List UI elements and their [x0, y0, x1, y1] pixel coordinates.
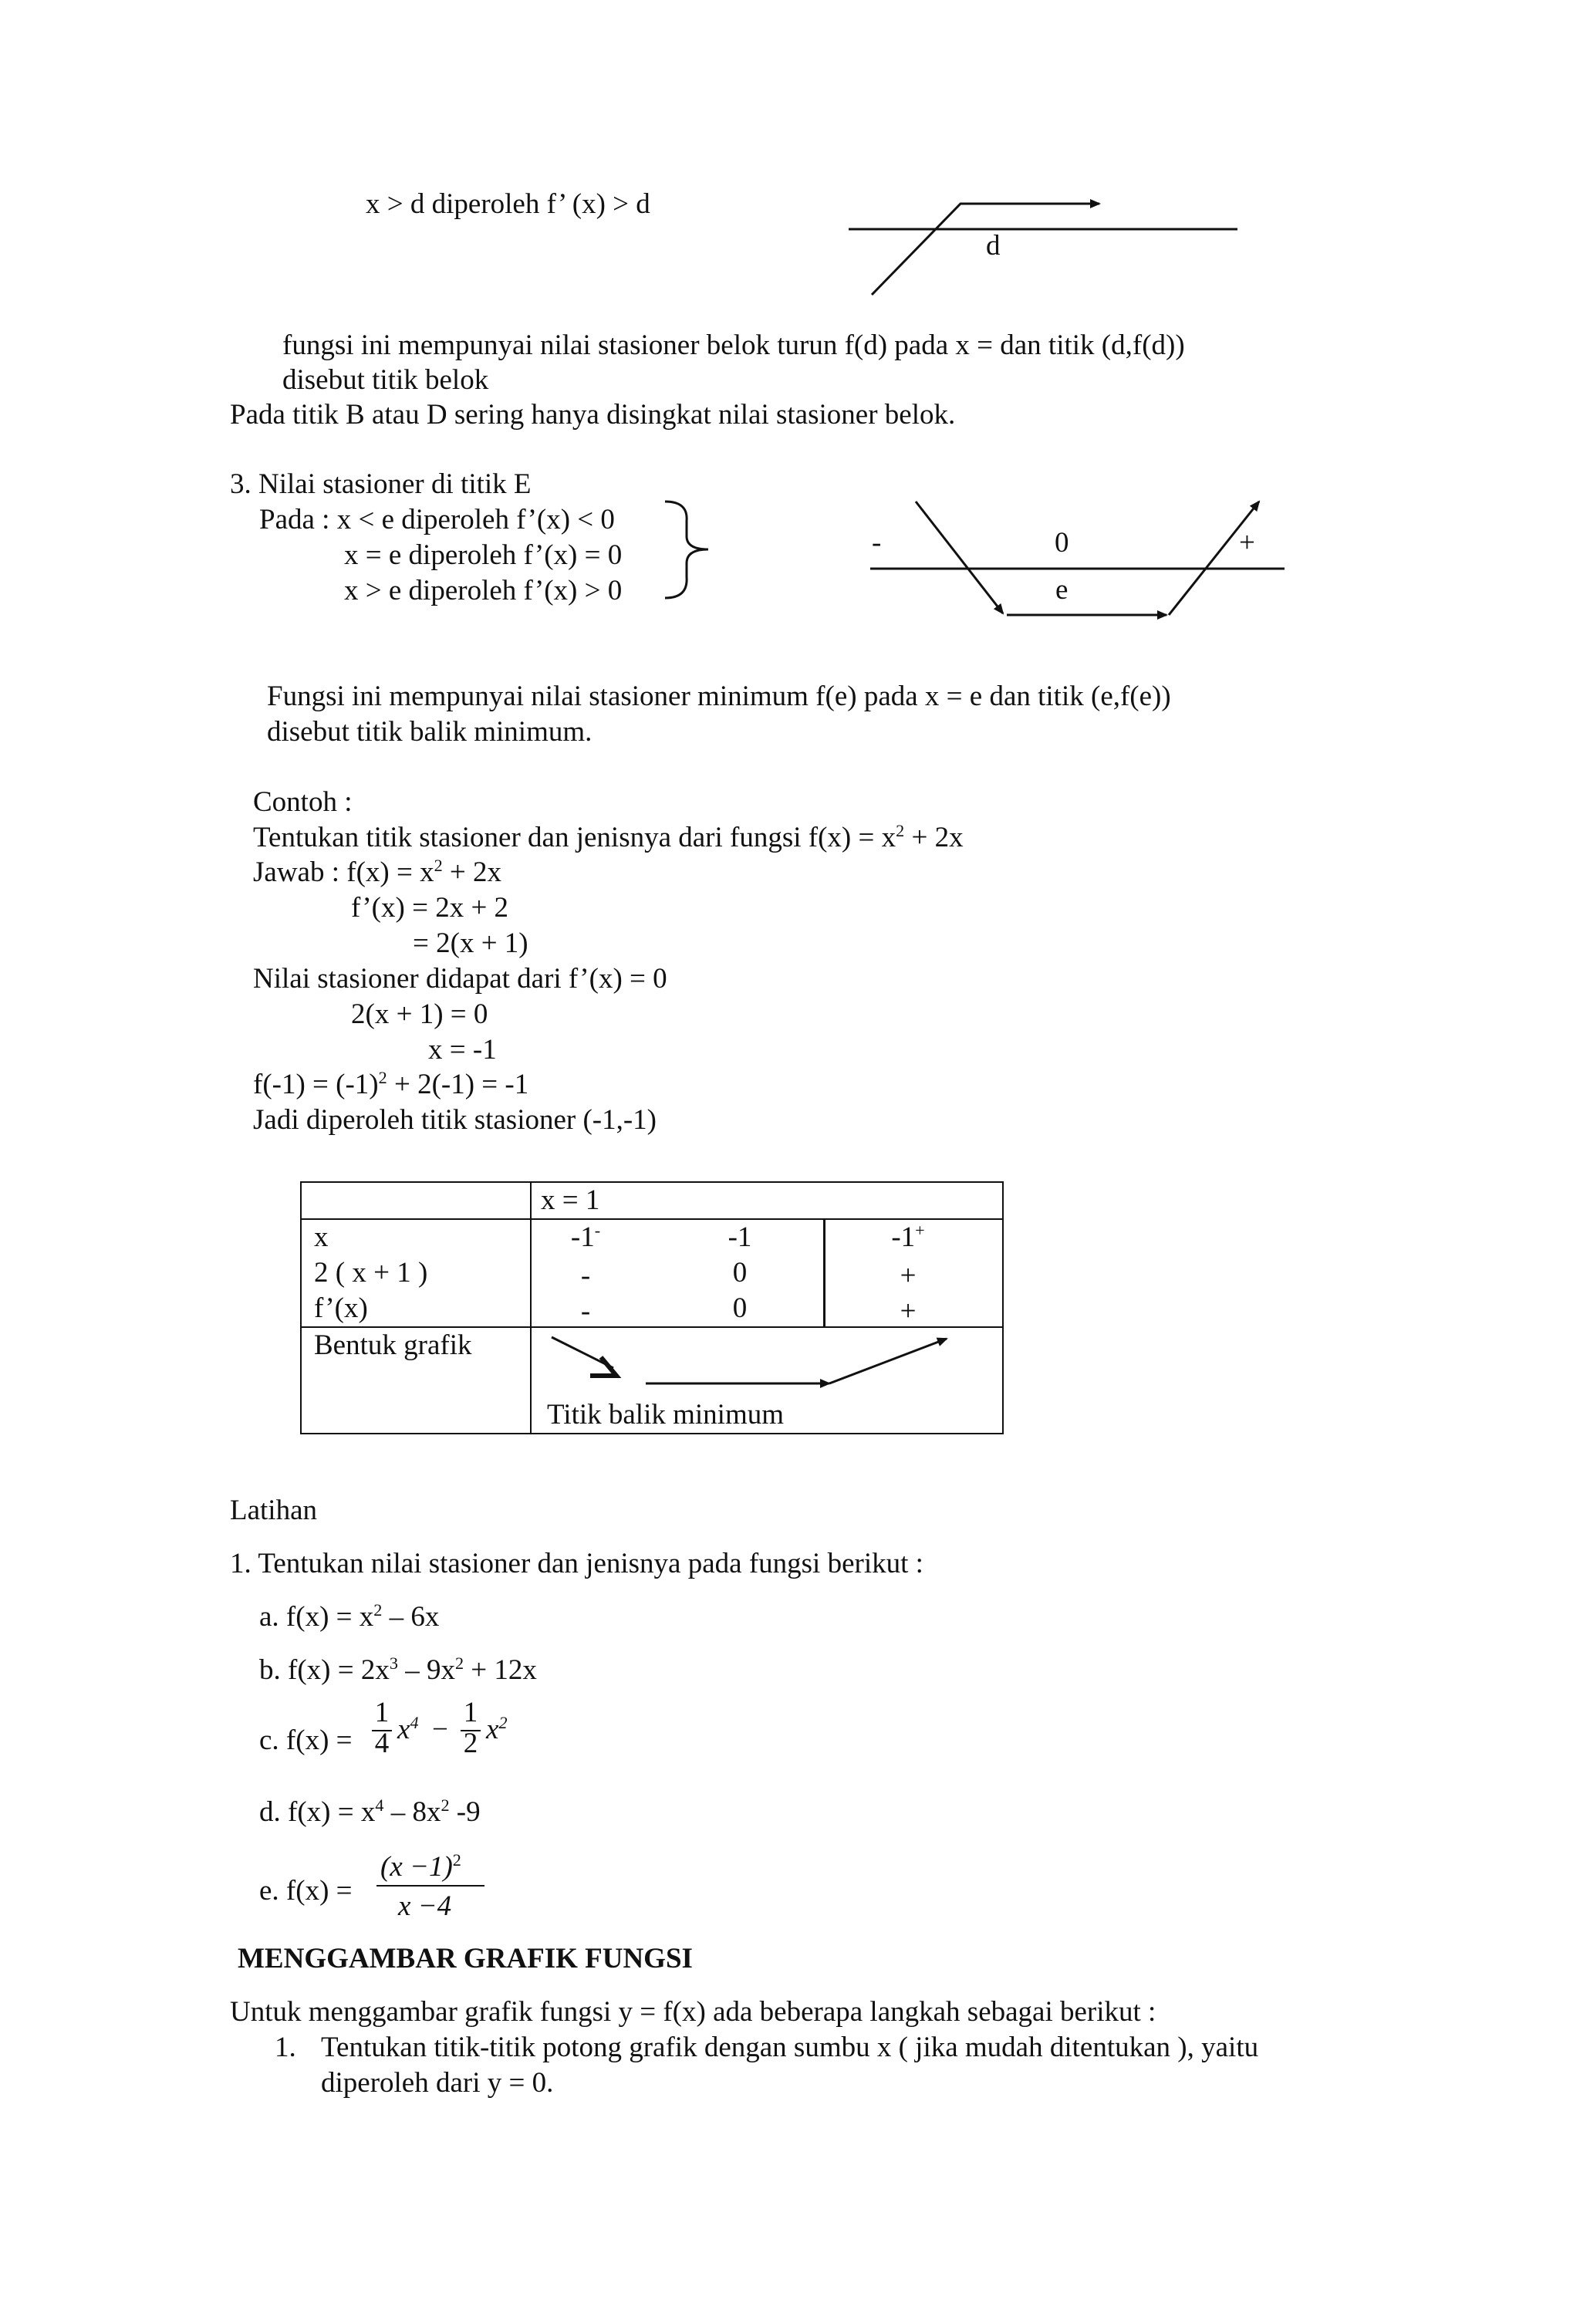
row-label-x: x [314, 1221, 329, 1253]
step-function-value: $f(-1) = (-1)^2 + 2(-1) = -1$ [253, 1067, 529, 1100]
desc-line-2: disebut titik belok [282, 364, 489, 396]
cell-factor-right: + [900, 1260, 917, 1292]
table-values-cell [531, 1219, 1003, 1327]
cell-x-right: -1+ [891, 1220, 925, 1253]
exercise-d: d. $f(x) = x^4 - 8x^2$ -9 [259, 1795, 481, 1828]
exercise-c-x1: $x^4$ [397, 1712, 419, 1745]
fraction-bar-1 [372, 1730, 392, 1731]
cell-derivative-left: - [580, 1295, 591, 1327]
step-derivative: f’(x) = 2x + 2 [351, 892, 509, 924]
exercise-question: 1. Tentukan nilai stasioner dan jenisnya pada fungsi berikut : [230, 1548, 923, 1579]
fraction-one-quarter: 1 4 [374, 1697, 390, 1759]
shape-caption: Titik balik minimum [547, 1399, 785, 1431]
exercise-e-denominator: x −4 [398, 1890, 452, 1922]
cell-factor-mid: 0 [732, 1257, 748, 1289]
exercise-c-label: c. f(x) = [259, 1724, 353, 1756]
example-question: Tentukan titik stasioner dan jenisnya dari fungsi $f(x) = x^2 + 2x$ [253, 820, 964, 853]
cell-x-mid: -1 [728, 1221, 752, 1253]
example-answer: Jawab : $f(x) = x^2 + 2x$ [253, 855, 502, 888]
step-conclusion: Jadi diperoleh titik stasioner (-1,-1) [253, 1104, 657, 1136]
section-heading: 3. Nilai stasioner di titik E [230, 468, 532, 500]
step-solution: x = -1 [428, 1034, 497, 1066]
diagram-label-e: e [1055, 574, 1069, 606]
condition-2: x = e diperoleh f’(x) = 0 [344, 539, 623, 571]
desc-min-1: Fungsi ini mempunyai nilai stasioner minimum f(e) pada x = e dan titik (e,f(e)) [267, 681, 1171, 712]
exercise-e-numerator: $(x -1)^2$ [380, 1849, 461, 1883]
diagram-minus: - [872, 527, 882, 559]
table-shape-label-cell: Bentuk grafik [301, 1327, 531, 1434]
fraction-one-half: 1 2 [463, 1697, 478, 1759]
step-factor: = 2(x + 1) [413, 927, 528, 959]
exercise-title: Latihan [230, 1495, 318, 1526]
column-right [869, 1220, 947, 1329]
cell-x-left: -1- [570, 1220, 601, 1253]
row-label-factor: 2 ( x + 1 ) [314, 1257, 428, 1289]
sign-table [300, 1181, 1004, 1434]
desc-min-2: disebut titik balik minimum. [267, 716, 592, 748]
desc-line-1: fungsi ini mempunyai nilai stasioner belok turun f(d) pada x = dan titik (d,f(d)) [282, 329, 1185, 361]
row-label-derivative: f’(x) [314, 1292, 368, 1324]
curly-brace [665, 502, 708, 598]
step-line-2: diperoleh dari y = 0. [321, 2067, 554, 2099]
condition-1: Pada : x < e diperoleh f’(x) < 0 [259, 504, 615, 535]
column-mid [701, 1220, 778, 1326]
exercise-a: a. $f(x) = x^2 - 6x$ [259, 1599, 440, 1633]
exercise-c-minus: − [432, 1714, 448, 1745]
step-number: 1. [275, 2032, 296, 2063]
step-line-1: Tentukan titik-titik potong grafik dengan sumbu x ( jika mudah ditentukan ), yaitu [321, 2032, 1259, 2063]
example-label: Contoh : [253, 786, 353, 818]
diagram-plus: + [1239, 527, 1255, 559]
diagram-zero: 0 [1055, 527, 1069, 559]
fraction-bar-e [376, 1885, 484, 1887]
cell-factor-left: - [580, 1260, 591, 1292]
section-title: MENGGAMBAR GRAFIK FUNGSI [238, 1943, 693, 1974]
step-equation: 2(x + 1) = 0 [351, 998, 488, 1030]
note-line: Pada titik B atau D sering hanya disingkat nilai stasioner belok. [230, 399, 956, 431]
exercise-e-label: e. f(x) = [259, 1875, 353, 1907]
section-intro: Untuk menggambar grafik fungsi y = f(x) ada beberapa langkah sebagai berikut : [230, 1996, 1156, 2028]
arrow-path-e [916, 502, 1003, 613]
fraction-bar-2 [461, 1730, 481, 1731]
cell-derivative-mid: 0 [732, 1292, 748, 1324]
diagram-label-d: d [986, 230, 1001, 262]
step-condition: Nilai stasioner didapat dari f’(x) = 0 [253, 963, 667, 995]
condition-line: x > d diperoleh f’ (x) > d [366, 188, 650, 220]
column-left [547, 1220, 624, 1329]
table-shape-cell [531, 1327, 1003, 1434]
condition-3: x > e diperoleh f’(x) > 0 [344, 575, 623, 606]
table-corner-cell [301, 1182, 531, 1219]
table-header-cell: x = 1 [531, 1182, 1003, 1219]
column-divider [823, 1218, 825, 1326]
shape-ascending-arrow [829, 1339, 947, 1383]
exercise-c-x2: $x^2$ [486, 1712, 508, 1745]
table-row-labels [301, 1219, 531, 1327]
cell-derivative-right: + [900, 1295, 917, 1327]
exercise-b: b. $f(x) = 2x^3 - 9x^2 + 12x$ [259, 1653, 537, 1686]
